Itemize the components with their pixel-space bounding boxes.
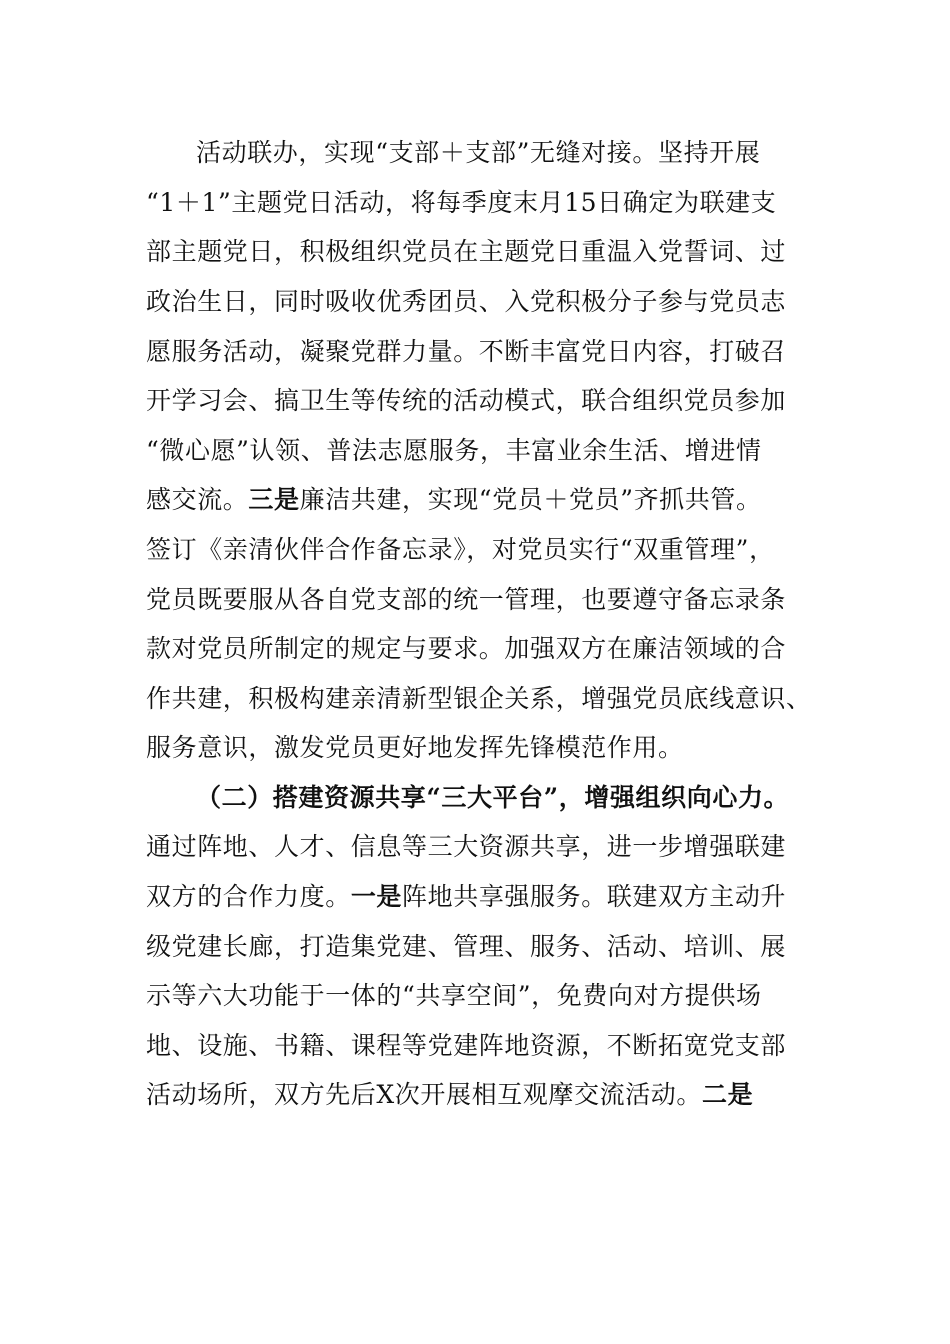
text-line (146, 830, 786, 864)
text-line (146, 682, 812, 716)
text-span: 款对党员所制定的规定与要求。加强双方在廉洁领域的合 (146, 634, 787, 663)
text-span: 通过阵地、人才、信息等三大资源共享，进一步增强联建 (146, 832, 787, 861)
text-span: 签订《亲清伙伴合作备忘录》，对党员实行“双重管理”， (146, 535, 775, 564)
text-line (146, 483, 762, 517)
text-span: 示等六大功能于一体的“共享空间”，免费向对方提供场 (146, 981, 762, 1010)
text-line (146, 731, 684, 765)
text-span: 党员既要服从各自党支部的统一管理，也要遵守备忘录条 (146, 585, 787, 614)
text-line (146, 384, 786, 418)
text-span: 阵地共享强服务。联建双方主动升 (402, 882, 787, 911)
text-line (146, 930, 786, 964)
text-span: 廉洁共建，实现“党员＋党员”齐抓共管。 (299, 485, 762, 514)
text-span: 双方的合作力度。 (146, 882, 351, 911)
text-line (196, 136, 760, 170)
section-heading (196, 781, 789, 815)
text-span: 作共建，积极构建亲清新型银企关系，增强党员底线意识、 (146, 684, 812, 713)
text-line (146, 1078, 753, 1112)
text-line (146, 335, 786, 369)
text-line (146, 979, 762, 1013)
text-span: 级党建长廊，打造集党建、管理、服务、活动、培训、展 (146, 932, 787, 961)
emphasis-label: 二是 (702, 1080, 754, 1109)
text-line (146, 186, 776, 220)
text-span: 政治生日，同时吸收优秀团员、入党积极分子参与党员志 (146, 287, 787, 316)
text-span: “微心愿”认领、普法志愿服务，丰富业余生活、增进情 (146, 436, 762, 465)
text-line (146, 434, 762, 468)
emphasis-label: 一是 (350, 882, 403, 911)
text-line (146, 285, 786, 319)
text-span: 部主题党日，积极组织党员在主题党日重温入党誓词、过 (146, 237, 787, 266)
text-span: 地、设施、书籍、课程等党建阵地资源，不断拓宽党支部 (146, 1031, 787, 1060)
text-span: 感交流。 (146, 485, 249, 514)
text-line (146, 1029, 786, 1063)
text-span: 开学习会、搞卫生等传统的活动模式，联合组织党员参加 (146, 386, 787, 415)
emphasis-label: 三是 (248, 485, 300, 514)
text-span: “1＋1”主题党日活动，将每季度末月15日确定为联建支 (146, 188, 777, 217)
text-span: 愿服务活动，凝聚党群力量。不断丰富党日内容，打破召 (146, 337, 787, 366)
text-span: 活动场所，双方先后X次开展相互观摩交流活动。 (146, 1080, 702, 1109)
text-line (146, 880, 786, 914)
text-line (146, 235, 786, 269)
text-line (146, 583, 786, 617)
text-span: 服务意识，激发党员更好地发挥先锋模范作用。 (146, 733, 684, 762)
heading-text: （二）搭建资源共享“三大平台”，增强组织向心力。 (196, 783, 790, 812)
text-line (146, 632, 786, 666)
text-line (146, 533, 775, 567)
text-span: 活动联办，实现“支部＋支部”无缝对接。坚持开展 (196, 138, 761, 167)
